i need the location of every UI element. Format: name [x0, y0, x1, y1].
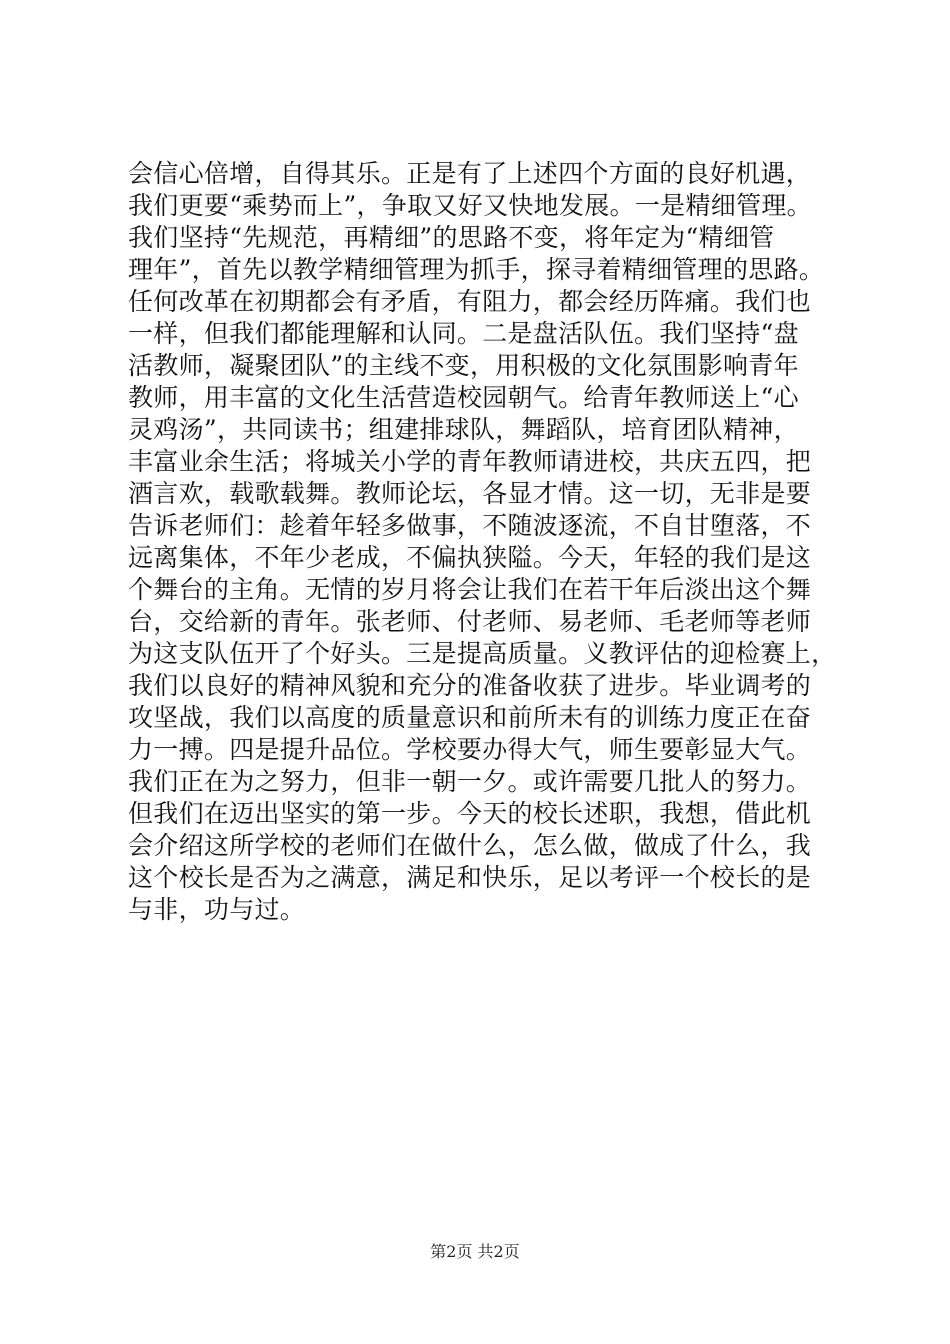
- text-line: 丰富业余生活；将城关小学的青年教师请进校，共庆五四，把: [128, 447, 812, 476]
- page-number-footer: 第2页 共2页: [430, 1242, 520, 1261]
- text-line: 活教师，凝聚团队”的主线不变，用积极的文化氛围影响青年: [128, 351, 799, 380]
- text-line: 力一搏。四是提升品位。学校要办得大气，师生要彰显大气。: [128, 735, 812, 764]
- text-line: 教师，用丰富的文化生活营造校园朝气。给青年教师送上“心: [128, 383, 799, 412]
- text-line: 个舞台的主角。无情的岁月将会让我们在若干年后淡出这个舞: [128, 575, 812, 604]
- text-line: 会信心倍增，自得其乐。正是有了上述四个方面的良好机遇，: [128, 159, 812, 188]
- text-line: 攻坚战，我们以高度的质量意识和前所未有的训练力度正在奋: [128, 703, 812, 732]
- text-line: 会介绍这所学校的老师们在做什么，怎么做，做成了什么，我: [128, 831, 812, 860]
- text-line: 灵鸡汤”，共同读书；组建排球队，舞蹈队，培育团队精神，: [128, 415, 799, 444]
- text-line: 但我们在迈出坚实的第一步。今天的校长述职，我想，借此机: [128, 799, 812, 828]
- text-line: 理年”，首先以教学精细管理为抓手，探寻着精细管理的思路。: [128, 255, 825, 284]
- text-line: 我们以良好的精神风貌和充分的准备收获了进步。毕业调考的: [128, 671, 812, 700]
- text-line: 一样，但我们都能理解和认同。二是盘活队伍。我们坚持“盘: [128, 319, 799, 348]
- text-line: 这个校长是否为之满意，满足和快乐，足以考评一个校长的是: [128, 863, 812, 892]
- text-line: 我们正在为之努力，但非一朝一夕。或许需要几批人的努力。: [128, 767, 812, 796]
- body-paragraph: [128, 158, 848, 926]
- text-line: 任何改革在初期都会有矛盾，有阻力，都会经历阵痛。我们也: [128, 287, 812, 316]
- text-line: 远离集体，不年少老成，不偏执狭隘。今天，年轻的我们是这: [128, 543, 812, 572]
- text-line: 我们坚持“先规范，再精细”的思路不变，将年定为“精细管: [128, 223, 775, 252]
- text-line: 告诉老师们：趁着年轻多做事，不随波逐流，不自甘堕落，不: [128, 511, 812, 540]
- text-line: 为这支队伍开了个好头。三是提高质量。义教评估的迎检赛上，: [128, 639, 837, 668]
- text-line: 与非，功与过。: [128, 895, 306, 924]
- text-line: 酒言欢，载歌载舞。教师论坛，各显才情。这一切，无非是要: [128, 479, 812, 508]
- text-line: 我们更要“乘势而上”，争取又好又快地发展。一是精细管理。: [128, 191, 812, 220]
- text-line: 台，交给新的青年。张老师、付老师、易老师、毛老师等老师: [128, 607, 812, 636]
